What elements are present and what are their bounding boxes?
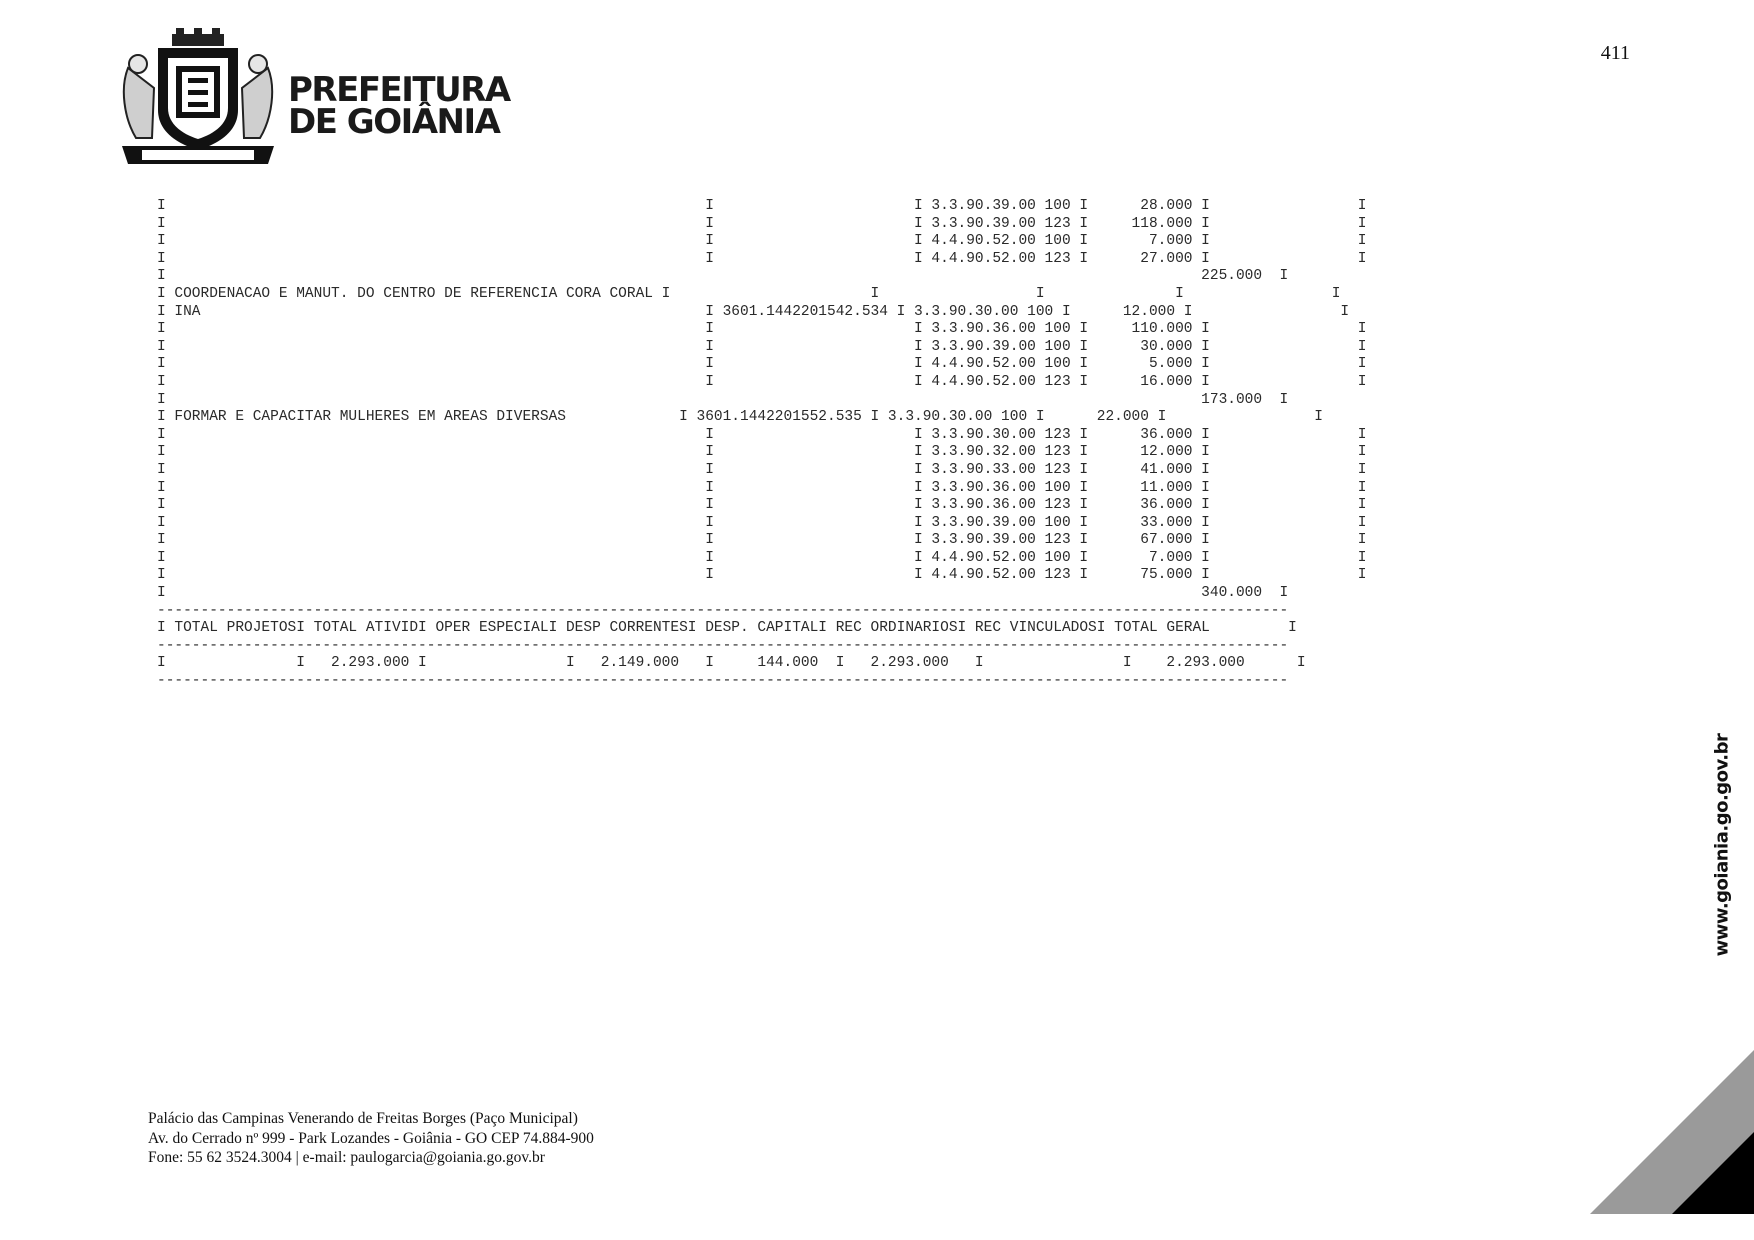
footer-line-3: Fone: 55 62 3524.3004 | e-mail: paulogarcia@goiania.go.gov.br bbox=[148, 1149, 545, 1166]
report-line: I 340.000 I bbox=[157, 585, 1289, 602]
report-line: I I I 3.3.90.36.00 100 I 11.000 I I bbox=[157, 479, 1367, 496]
page-number: 411 bbox=[1600, 42, 1630, 64]
report-line: I I I 4.4.90.52.00 100 I 7.000 I I bbox=[157, 549, 1367, 566]
report-line: I I I 3.3.90.36.00 123 I 36.000 I I bbox=[157, 497, 1367, 514]
report-line: I I I 4.4.90.52.00 100 I 5.000 I I bbox=[157, 356, 1367, 373]
side-website-url: www.goiania.go.gov.br bbox=[1711, 733, 1733, 957]
report-line: I I I 3.3.90.39.00 123 I 118.000 I I bbox=[157, 215, 1367, 232]
coat-of-arms-logo bbox=[118, 28, 278, 166]
report-line: I I I 3.3.90.39.00 100 I 30.000 I I bbox=[157, 338, 1367, 355]
report-line: I 225.000 I bbox=[157, 268, 1289, 285]
report-line: I I 2.293.000 I I 2.149.000 I 144.000 I 2.293.000 I I 2.293.000 I bbox=[157, 655, 1306, 672]
report-line: I I I 3.3.90.39.00 100 I 33.000 I I bbox=[157, 514, 1367, 531]
report-line: I I I 4.4.90.52.00 123 I 27.000 I I bbox=[157, 250, 1367, 267]
report-line: I I I 3.3.90.33.00 123 I 41.000 I I bbox=[157, 461, 1367, 478]
report-line: I I I 4.4.90.52.00 100 I 7.000 I I bbox=[157, 233, 1367, 250]
report-line: I I I 3.3.90.32.00 123 I 12.000 I I bbox=[157, 444, 1367, 461]
footer-line-2: Av. do Cerrado nº 999 - Park Lozandes - Goiânia - GO CEP 74.884-900 bbox=[148, 1129, 594, 1147]
report-line: I INA I 3601.1442201542.534 I 3.3.90.30.00 100 I 12.000 I I bbox=[157, 303, 1350, 320]
report-line: ---------------------------------------------------------------------------------------------------------------------------------- bbox=[157, 602, 1289, 619]
budget-report-table bbox=[157, 198, 1367, 691]
footer-line-1: Palácio das Campinas Venerando de Freitas Borges (Paço Municipal) bbox=[148, 1110, 578, 1127]
org-name-line1: PREFEITURA bbox=[288, 70, 510, 110]
report-line: I FORMAR E CAPACITAR MULHERES EM AREAS DIVERSAS I 3601.1442201552.535 I 3.3.90.30.00 100 I 22.000 I I bbox=[157, 409, 1323, 426]
footer-address bbox=[148, 1109, 594, 1168]
report-line: I I I 3.3.90.30.00 123 I 36.000 I I bbox=[157, 426, 1367, 443]
report-line: I I I 3.3.90.39.00 100 I 28.000 I I bbox=[157, 198, 1367, 214]
report-line: I 173.000 I bbox=[157, 391, 1289, 408]
report-line: I I I 4.4.90.52.00 123 I 16.000 I I bbox=[157, 373, 1367, 390]
report-line: I I I 4.4.90.52.00 123 I 75.000 I I bbox=[157, 567, 1367, 584]
report-line: I COORDENACAO E MANUT. DO CENTRO DE REFERENCIA CORA CORAL I I I I I bbox=[157, 285, 1341, 302]
report-line: ---------------------------------------------------------------------------------------------------------------------------------- bbox=[157, 673, 1289, 690]
corner-triangle-decoration bbox=[1590, 1050, 1754, 1214]
org-name bbox=[288, 70, 510, 142]
report-line: ---------------------------------------------------------------------------------------------------------------------------------- bbox=[157, 637, 1289, 654]
report-line: I I I 3.3.90.36.00 100 I 110.000 I I bbox=[157, 321, 1367, 338]
report-line: I TOTAL PROJETOSI TOTAL ATIVIDI OPER ESPECIALI DESP CORRENTESI DESP. CAPITALI REC ORDINARIOSI REC VINCULADOSI TOTAL GERAL I bbox=[157, 620, 1297, 637]
report-line: I I I 3.3.90.39.00 123 I 67.000 I I bbox=[157, 532, 1367, 549]
org-name-line2: DE GOIÂNIA bbox=[288, 102, 500, 142]
